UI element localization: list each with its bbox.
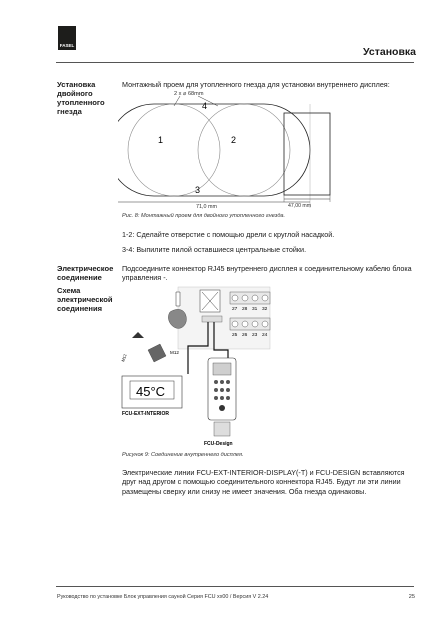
terminal-28: 28 [242, 307, 248, 312]
terminal-24: 24 [262, 333, 268, 338]
marker-4: 4 [202, 101, 208, 111]
cable-coil-icon [168, 309, 186, 328]
terminal-31: 31 [252, 307, 258, 312]
section-label-electrical: Электрическое соединение [57, 264, 114, 282]
step-1-2: 1-2: Сделайте отверстие с помощью дрели с круглой насадкой. [122, 230, 335, 239]
terminal-25: 25 [232, 333, 238, 338]
wiring-diagram-figure [118, 284, 278, 450]
footer-rule [56, 586, 414, 587]
terminal-23: 23 [252, 333, 258, 338]
rj45-coupler [202, 316, 222, 322]
display-model-label: FCU-EXT-INTERIOR [122, 411, 169, 417]
terminal-32: 32 [262, 307, 268, 312]
terminal-26: 26 [242, 333, 248, 338]
marker-3: 3 [195, 185, 201, 195]
display-temperature: 45°C [136, 384, 166, 399]
step-3-4: 3-4: Выпилите пилой оставшиеся центральные стойки. [122, 245, 307, 254]
fasel-logo: FASEL [58, 26, 76, 50]
stadium-outline [118, 104, 310, 196]
figure-8-caption: Рис. 8: Монтажный проем для двойного утопленного гнезда. [122, 213, 286, 219]
sensor-plug [148, 344, 166, 362]
hole-circle-1 [128, 104, 220, 196]
header-rule [56, 62, 414, 63]
marker-2: 2 [231, 135, 237, 145]
mounting-hole-figure [118, 86, 414, 211]
electrical-body: Электрические линии FCU-EXT-INTERIOR-DISPLAY(-T) и FCU-DESIGN вставляются друг над другом с помощью соединительного коннектора RJ45. Будут ли эти линии размещены сверху или снизу не имеет значения. Оба гнезда одинаковы. [122, 468, 405, 496]
terminal-27: 27 [232, 307, 238, 312]
section-label-wiring-diagram: Схема электрической соединения [57, 286, 113, 313]
hole-diameter-label: 2 x ⌀ 68mm [174, 91, 204, 97]
cable-label: M12 [170, 350, 179, 355]
page-title: Установка [363, 46, 416, 58]
depth-dimension: 47,00 mm [288, 203, 312, 209]
footer-text: Руководство по установке Блок управления сауной Серия FCU xx00 / Версия V 2.24 [57, 594, 269, 600]
electrical-intro: Подсоедините коннектор RJ45 внутреннего дисплея к соединительному кабелю блока управления -. [122, 264, 412, 283]
width-dimension: 71,0 mm [196, 204, 217, 210]
design-model-label: FCU-Design [204, 441, 233, 447]
side-view-box [284, 113, 330, 195]
figure-9-caption: Рисунок 9: Соединение внутреннего дисплея. [122, 452, 244, 458]
section-label-installation: Установка двойного утопленного гнезда [57, 80, 105, 116]
page-number: 25 [408, 594, 415, 600]
plug-icon [176, 292, 180, 306]
arrow-up-icon [132, 332, 144, 338]
svg-text:M12: M12 [120, 353, 128, 363]
installation-intro: Монтажный проем для утопленного гнезда для установки внутреннего дисплея: [122, 80, 390, 89]
hole-circle-2 [198, 104, 290, 196]
marker-1: 1 [158, 135, 164, 145]
